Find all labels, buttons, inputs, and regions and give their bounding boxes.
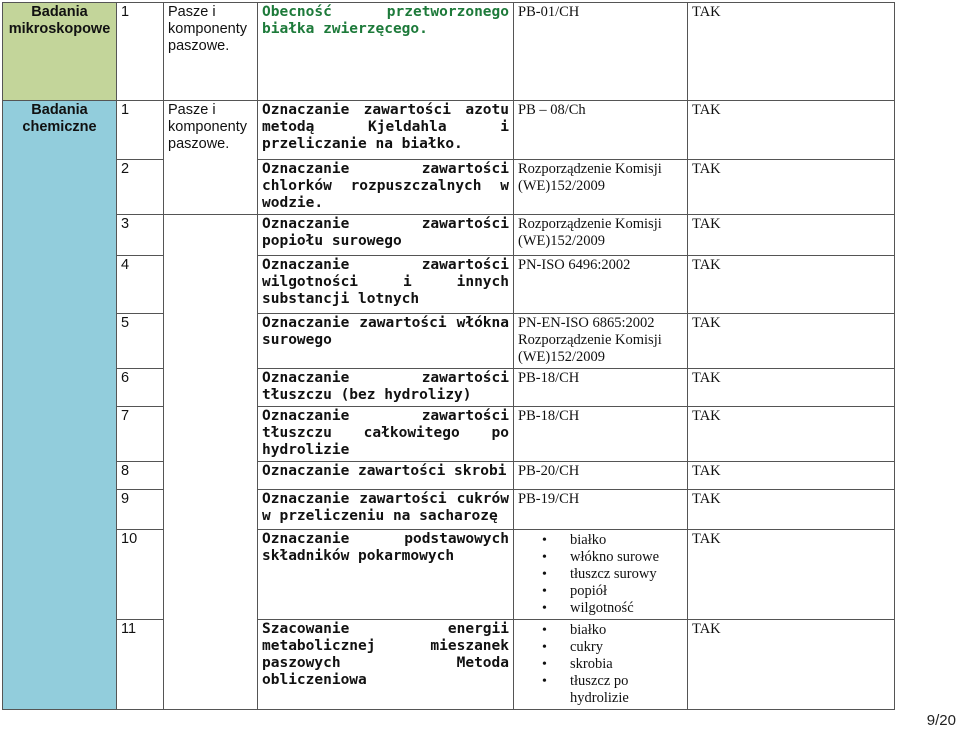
bullet-icon: • <box>542 584 547 599</box>
bullet-icon: • <box>542 657 547 672</box>
table-row <box>3 407 895 462</box>
row-number: 4 <box>117 256 164 314</box>
bullet-icon: • <box>542 533 547 548</box>
parameter-cell: Obecność przetworzonego białka zwierzęcego. <box>258 3 514 101</box>
row-number: 5 <box>117 314 164 369</box>
method-cell: PN-ISO 6496:2002 <box>514 256 688 314</box>
material-cell: Pasze i komponenty paszowe. <box>164 101 258 215</box>
accreditation-cell: TAK <box>688 490 895 530</box>
bullet-icon: • <box>542 567 547 582</box>
bullet-icon: • <box>542 623 547 638</box>
methods-table <box>2 2 895 710</box>
row-number: 2 <box>117 160 164 215</box>
table-row <box>3 462 895 490</box>
parameter-cell: Oznaczanie zawartości skrobi <box>258 462 514 490</box>
page-number: 9/20 <box>926 712 956 729</box>
bullet-icon: • <box>542 601 547 616</box>
list-item: • tłuszcz po hydrolizie <box>542 673 629 706</box>
parameter-cell: Oznaczanie zawartości włókna surowego <box>258 314 514 369</box>
parameter-cell: Oznaczanie zawartości tłuszczu całkowitego po hydrolizie <box>258 407 514 462</box>
parameter-cell: Oznaczanie zawartości wilgotności i innych substancji lotnych <box>258 256 514 314</box>
accreditation-cell: TAK <box>688 215 895 256</box>
table-row <box>3 620 895 710</box>
row-number: 3 <box>117 215 164 256</box>
table-row <box>3 490 895 530</box>
parameter-cell: Szacowanie energii metabolicznej mieszanek paszowych Metoda obliczeniowa <box>258 620 514 710</box>
row-number: 1 <box>117 101 164 160</box>
row-number: 6 <box>117 369 164 407</box>
parameter-cell: Oznaczanie zawartości tłuszczu (bez hydrolizy) <box>258 369 514 407</box>
parameter-cell: Oznaczanie podstawowych składników pokarmowych <box>258 530 514 620</box>
method-cell: PB – 08/Ch <box>514 101 688 160</box>
list-item: • tłuszcz surowy <box>542 566 657 582</box>
material-cell-empty <box>164 215 258 710</box>
accreditation-cell: TAK <box>688 530 895 620</box>
table-row <box>3 314 895 369</box>
method-list <box>518 622 683 707</box>
category-cell: Badania chemiczne <box>3 101 117 710</box>
table-row <box>3 256 895 314</box>
row-number: 7 <box>117 407 164 462</box>
table-row <box>3 369 895 407</box>
parameter-cell: Oznaczanie zawartości chlorków rozpuszczalnych w wodzie. <box>258 160 514 215</box>
method-cell: PB-19/CH <box>514 490 688 530</box>
material-cell: Pasze i komponenty paszowe. <box>164 3 258 101</box>
accreditation-cell: TAK <box>688 256 895 314</box>
method-cell: PN-EN-ISO 6865:2002 Rozporządzenie Komisji (WE)152/2009 <box>514 314 688 369</box>
method-cell <box>514 620 688 710</box>
parameter-cell: Oznaczanie zawartości azotu metodą Kjeldahla i przeliczanie na białko. <box>258 101 514 160</box>
accreditation-cell: TAK <box>688 369 895 407</box>
list-item: • wilgotność <box>542 600 634 616</box>
table-row <box>3 530 895 620</box>
accreditation-cell: TAK <box>688 160 895 215</box>
list-item: • popiół <box>542 583 608 599</box>
list-item: • cukry <box>542 639 604 655</box>
accreditation-cell: TAK <box>688 3 895 101</box>
table-row <box>3 3 895 101</box>
accreditation-cell: TAK <box>688 462 895 490</box>
parameter-cell: Oznaczanie zawartości popiołu surowego <box>258 215 514 256</box>
row-number: 8 <box>117 462 164 490</box>
list-item: • białko <box>542 532 607 548</box>
method-cell: PB-18/CH <box>514 407 688 462</box>
list-item: • skrobia <box>542 656 613 672</box>
table-row <box>3 101 895 160</box>
accreditation-cell: TAK <box>688 407 895 462</box>
method-list <box>518 532 683 617</box>
bullet-icon: • <box>542 674 547 689</box>
bullet-icon: • <box>542 640 547 655</box>
method-cell <box>514 530 688 620</box>
method-cell: PB-18/CH <box>514 369 688 407</box>
row-number: 11 <box>117 620 164 710</box>
row-number: 10 <box>117 530 164 620</box>
list-item: • białko <box>542 622 607 638</box>
bullet-icon: • <box>542 550 547 565</box>
table-row <box>3 160 895 215</box>
method-cell: PB-01/CH <box>514 3 688 101</box>
method-cell: Rozporządzenie Komisji (WE)152/2009 <box>514 215 688 256</box>
method-cell: PB-20/CH <box>514 462 688 490</box>
accreditation-cell: TAK <box>688 314 895 369</box>
row-number: 9 <box>117 490 164 530</box>
row-number: 1 <box>117 3 164 101</box>
accreditation-cell: TAK <box>688 620 895 710</box>
method-cell: Rozporządzenie Komisji (WE)152/2009 <box>514 160 688 215</box>
accreditation-cell: TAK <box>688 101 895 160</box>
table-row <box>3 215 895 256</box>
parameter-cell: Oznaczanie zawartości cukrów w przeliczeniu na sacharozę <box>258 490 514 530</box>
category-cell: Badania mikroskopowe <box>3 3 117 101</box>
list-item: • włókno surowe <box>542 549 660 565</box>
